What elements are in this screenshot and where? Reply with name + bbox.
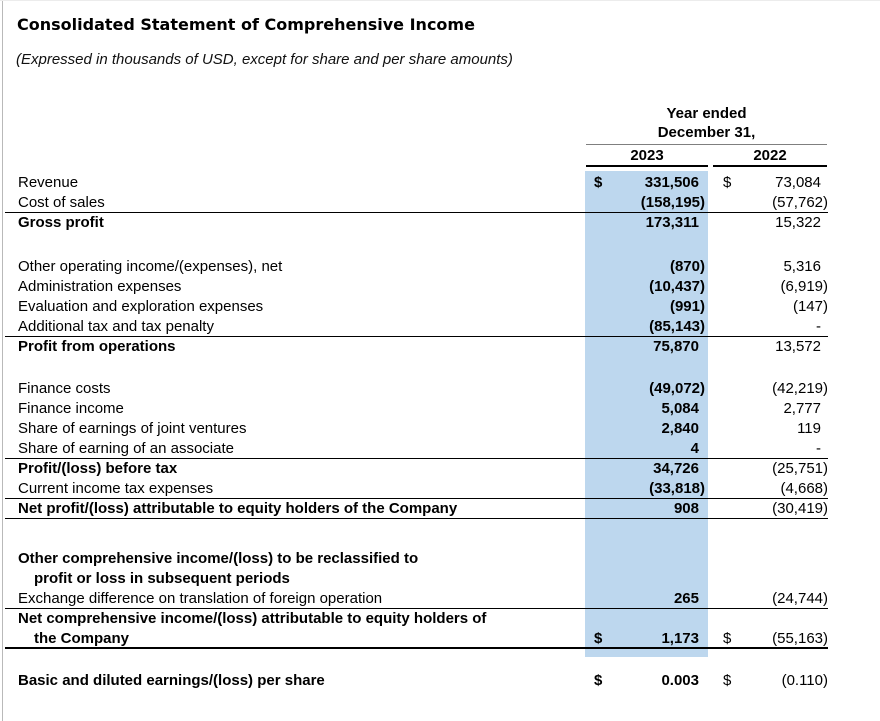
table-row	[5, 439, 828, 459]
page-title: Consolidated Statement of Comprehensive Income	[17, 15, 475, 34]
row-label: Gross profit	[18, 214, 104, 231]
amount-2022: -	[816, 318, 821, 335]
column-header-2023: 2023	[586, 147, 708, 167]
amount-2022: (147)	[792, 298, 828, 315]
table-row-eps	[5, 671, 828, 691]
page-subtitle: (Expressed in thousands of USD, except for share and per share amounts)	[16, 51, 513, 68]
amount-2023: $ 0.003	[594, 672, 699, 689]
row-label: Finance costs	[18, 380, 111, 397]
period-header-line2: December 31,	[657, 124, 756, 141]
amount-2022: 2,777	[783, 400, 821, 417]
amount-2023: 908	[673, 500, 699, 517]
table-row	[5, 277, 828, 297]
amount-2023: 5,084	[661, 400, 699, 417]
table-row-total	[5, 629, 828, 649]
amount-2023: (49,072)	[649, 380, 705, 397]
amount-2022	[714, 609, 828, 629]
table-row	[5, 317, 828, 337]
amount-2023	[586, 549, 709, 569]
row-label: Other operating income/(expenses), net	[18, 258, 283, 275]
amount-2023: 34,726	[653, 460, 699, 477]
amount-2023	[586, 569, 709, 589]
amount-2023: (10,437)	[649, 278, 705, 295]
currency-symbol: $	[723, 174, 732, 191]
spacer-row	[5, 357, 828, 379]
amount-2022: 13,572	[775, 338, 821, 355]
row-label: the Company	[34, 630, 130, 647]
amount-2022: (25,751)	[772, 460, 828, 477]
table-row	[5, 297, 828, 317]
period-header-line1: Year ended	[666, 105, 747, 122]
table-row	[5, 589, 828, 609]
row-label: Net comprehensive income/(loss) attributable to equity holders of	[18, 610, 487, 627]
currency-symbol: $	[723, 630, 732, 647]
row-label: Profit/(loss) before tax	[18, 460, 178, 477]
row-label: Other comprehensive income/(loss) to be reclassified to	[18, 550, 419, 567]
amount-2022: (57,762)	[772, 194, 828, 211]
amount-2023: 2,840	[661, 420, 699, 437]
amount-2022: 119	[797, 420, 821, 437]
amount-2023: 75,870	[653, 338, 699, 355]
amount-2022: 5,316	[783, 258, 821, 275]
amount-2023: $ 331,506	[594, 174, 699, 191]
row-label: Revenue	[18, 174, 79, 191]
currency-symbol: $	[723, 672, 732, 689]
table-row	[5, 399, 828, 419]
table-row-total	[5, 459, 828, 479]
amount-2023: $ 1,173	[594, 630, 699, 647]
column-header-2022: 2022	[713, 147, 827, 167]
amount-2022: -	[816, 440, 821, 457]
amount-2023	[586, 609, 709, 629]
amount-2022: $ (0.110)	[723, 672, 828, 689]
row-label: profit or loss in subsequent periods	[34, 570, 290, 587]
spacer-row	[5, 519, 828, 549]
statement-table	[0, 173, 880, 691]
table-row	[5, 173, 828, 193]
amount-2022	[714, 569, 828, 589]
amount-2022	[714, 549, 828, 569]
spacer-row	[5, 649, 828, 671]
row-label: Evaluation and exploration expenses	[18, 298, 264, 315]
row-label: Finance income	[18, 400, 124, 417]
amount-2022: (4,668)	[780, 480, 828, 497]
spacer-row	[5, 233, 828, 257]
amount-2022: 15,322	[775, 214, 821, 231]
amount-2023: (991)	[669, 298, 705, 315]
amount-2022: (30,419)	[772, 500, 828, 517]
row-label: Basic and diluted earnings/(loss) per share	[18, 672, 325, 689]
table-row-total	[5, 499, 828, 519]
row-label: Share of earnings of joint ventures	[18, 420, 247, 437]
row-label: Cost of sales	[18, 194, 105, 211]
row-label: Current income tax expenses	[18, 480, 214, 497]
amount-2022: (6,919)	[780, 278, 828, 295]
amount-2023: 173,311	[645, 214, 699, 231]
currency-symbol: $	[594, 174, 603, 191]
table-row	[5, 419, 828, 439]
amount-2022: $ (55,163)	[723, 630, 828, 647]
table-row-total	[5, 213, 828, 233]
amount-2023: (158,195)	[640, 194, 705, 211]
amount-2023: (85,143)	[649, 318, 705, 335]
row-label: Net profit/(loss) attributable to equity holders of the Company	[18, 500, 458, 517]
table-row	[5, 479, 828, 499]
amount-2022: (42,219)	[772, 380, 828, 397]
table-row	[5, 379, 828, 399]
table-row-section	[5, 549, 828, 569]
currency-symbol: $	[594, 672, 603, 689]
amount-2023: 265	[673, 590, 699, 607]
row-label: Administration expenses	[18, 278, 182, 295]
table-row-total	[5, 337, 828, 357]
currency-symbol: $	[594, 630, 603, 647]
table-row-section	[5, 569, 828, 589]
amount-2022: (24,744)	[772, 590, 828, 607]
row-label: Share of earning of an associate	[18, 440, 234, 457]
amount-2022: $ 73,084	[723, 174, 821, 191]
amount-2023: (33,818)	[649, 480, 705, 497]
amount-2023: 4	[690, 440, 699, 457]
table-row-total	[5, 609, 828, 629]
amount-2023: (870)	[669, 258, 705, 275]
row-label: Additional tax and tax penalty	[18, 318, 214, 335]
row-label: Profit from operations	[18, 338, 176, 355]
table-row	[5, 193, 828, 213]
table-row	[5, 257, 828, 277]
row-label: Exchange difference on translation of foreign operation	[18, 590, 383, 607]
period-header	[586, 104, 827, 145]
